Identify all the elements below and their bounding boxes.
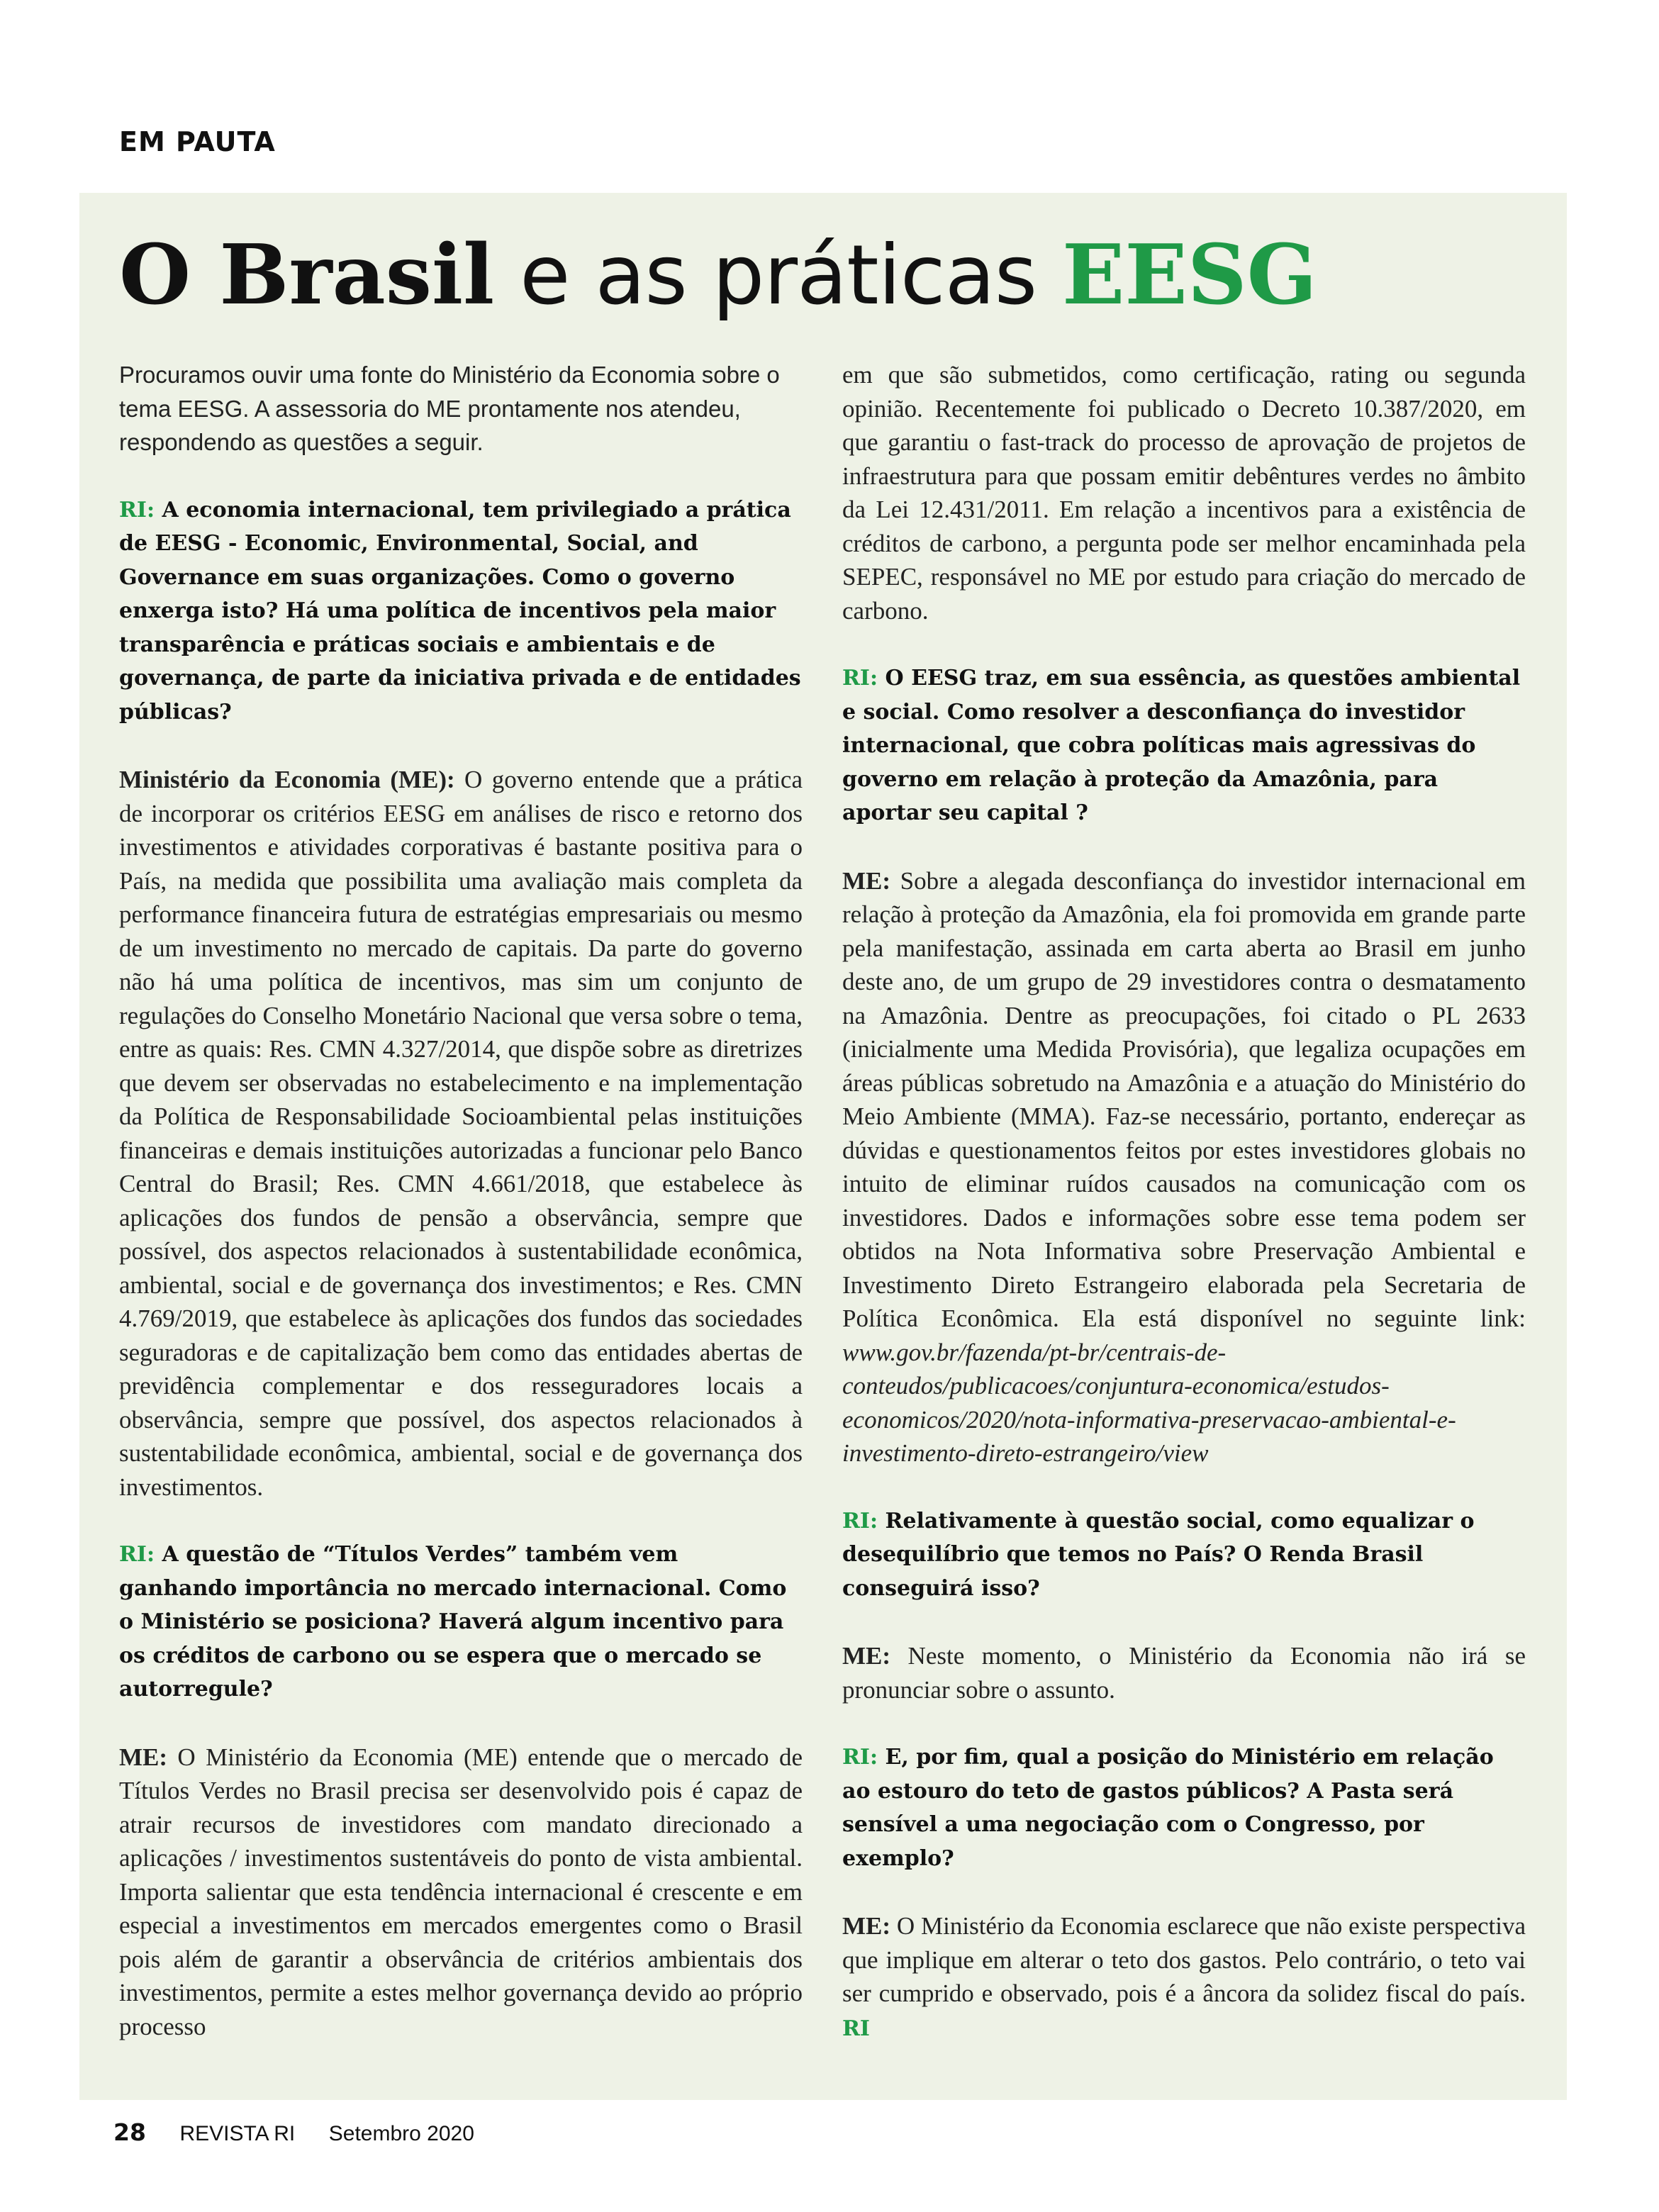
question-2 <box>119 1538 803 1707</box>
answer-2-continuation: em que são submetidos, como certificação, rating ou segunda opinião. Recentemente foi publicado o Decreto 10.387/2020, em que garantiu o fast-track do processo de aprovação de projetos de infraestrutura para que possam emitir debêntures verdes no âmbito da Lei 12.431/2011. Em relação a incentivos para a existência de créditos de carbono, a pergunta pode ser melhor encaminhada pela SEPEC, responsável no ME por estudo para criação do mercado de carbono. <box>842 361 1526 625</box>
answer-1 <box>119 763 803 1504</box>
question-tag: RI: <box>119 1542 155 1567</box>
article-title <box>119 225 1317 326</box>
document-link[interactable]: www.gov.br/fazenda/pt-br/centrais-de-conteudos/publicacoes/conjuntura-economica/estudos-economicos/2020/nota-informativa-preservacao-ambiental-e-investimento-direto-estrangeiro/view <box>842 1338 1456 1467</box>
issue-date: Setembro 2020 <box>328 2122 474 2145</box>
question-text: Relativamente à questão social, como equalizar o desequilíbrio que temos no País? O Renda Brasil conseguirá isso? <box>842 1508 1475 1601</box>
question-text: O EESG traz, em sua essência, as questões ambiental e social. Como resolver a desconfiança do investidor internacional, que cobra políticas mais agressivas do governo em relação à proteção da Amazônia, para aportar seu capital ? <box>842 666 1521 825</box>
answer-text: O governo entende que a prática de incorporar os critérios EESG em análises de risco e retorno dos investimentos e atividades corporativas é bastante positiva para o País, na medida que possibilita uma avaliação mais completa da performance financeira futura de estratégias empresariais ou mesmo de um investimento no mercado de capitais. Da parte do governo não há uma política de incentivos, mas sim um conjunto de regulações do Conselho Monetário Nacional que versa sobre o tema, entre as quais: Res. CMN 4.327/2014, que dispõe sobre as diretrizes que devem ser observadas no estabelecimento e na implementação da Política de Responsabilidade Socioambiental pelas instituições financeiras e demais instituições autorizadas a funcionar pelo Banco Central do Brasil; Res. CMN 4.661/2018, que estabelece às aplicações dos fundos de pensão a observância, sempre que possível, dos aspectos relacionados à sustentabilidade econômica, ambiental, social e de governança dos investimentos; e Res. CMN 4.769/2019, que estabelece às aplicações dos fundos das sociedades seguradoras e de capitalização bem como das entidades abertas de previdência complementar e dos resseguradores locais a observância, sempre que possível, dos aspectos relacionados à sustentabilidade econômica, ambiental, social e de governança dos investimentos. <box>119 766 803 1501</box>
answer-speaker: ME: <box>842 866 891 895</box>
intro-paragraph: Procuramos ouvir uma fonte do Ministério da Economia sobre o tema EESG. A assessoria do ME prontamente nos atendeu, respondendo as questões a seguir. <box>119 362 780 455</box>
magazine-name: REVISTA RI <box>179 2122 296 2145</box>
question-text: A economia internacional, tem privilegiado a prática de EESG - Economic, Environmental, Social, and Governance em suas organizações. Como o governo enxerga isto? Há uma política de incentivos pela maior transparência e práticas sociais e ambientais e de governança, de parte da iniciativa privada e de entidades públicas? <box>119 497 801 725</box>
left-column <box>119 358 803 2077</box>
answer-speaker: ME: <box>842 1912 891 1940</box>
answer-text: Sobre a alegada desconfiança do investidor internacional em relação à proteção da Amazônia, ela foi promovida em grande parte pela manifestação, assinada em carta aberta ao Brasil em junho deste ano, de um grupo de 29 investidores contra o desmatamento na Amazônia. Dentre as preocupações, foi citado o PL 2633 (inicialmente uma Medida Provisória), que legaliza ocupações em áreas públicas sobretudo na Amazônia e a atuação do Ministério do Meio Ambiente (MMA). Faz-se necessário, portanto, endereçar as dúvidas e questionamentos feitos por estes investidores globais no intuito de eliminar ruídos causados na comunicação com os investidores. Dados e informações sobre esse tema podem ser obtidos na Nota Informativa sobre Preservação Ambiental e Investimento Direto Estrangeiro elaborada pela Secretaria de Política Econômica. Ela está disponível no seguinte link: <box>842 866 1526 1332</box>
title-part-1: O Brasil <box>119 227 495 323</box>
answer-speaker: Ministério da Economia (ME): <box>119 766 455 793</box>
title-part-3: EESG <box>1062 227 1317 323</box>
question-tag: RI: <box>119 497 155 523</box>
answer-speaker: ME: <box>119 1743 168 1771</box>
title-part-2: e as práticas <box>494 228 1062 323</box>
answer-2 <box>119 1741 803 2044</box>
page-footer <box>113 2118 474 2146</box>
page-number: 28 <box>113 2118 146 2146</box>
section-label: EM PAUTA <box>119 126 276 157</box>
question-text: A questão de “Títulos Verdes” também vem ganhando importância no mercado internacional. Como o Ministério se posiciona? Haverá algum incentivo para os créditos de carbono ou se espera que o mercado se autorregule? <box>119 1542 787 1702</box>
question-4 <box>842 1504 1526 1606</box>
question-tag: RI: <box>842 1508 878 1534</box>
question-tag: RI: <box>842 1745 878 1770</box>
question-5 <box>842 1741 1526 1875</box>
answer-5 <box>842 1909 1526 2045</box>
question-text: E, por fim, qual a posição do Ministério em relação ao estouro do teto de gastos públicos? A Pasta será sensível a uma negociação com o Congresso, por exemplo? <box>842 1745 1494 1871</box>
answer-4 <box>842 1639 1526 1707</box>
question-1 <box>119 493 803 730</box>
answer-text: O Ministério da Economia esclarece que não existe perspectiva que implique em alterar o teto dos gastos. Pelo contrário, o teto vai ser cumprido e observado, pois é a âncora da solidez fiscal do país. <box>842 1912 1526 2007</box>
question-3 <box>842 661 1526 830</box>
answer-speaker: ME: <box>842 1642 891 1670</box>
answer-text: O Ministério da Economia (ME) entende que o mercado de Títulos Verdes no Brasil precisa ser desenvolvido pois é capaz de atrair recursos de investidores com mandato direcionado a aplicações / investimentos sustentáveis do ponto de vista ambiental. Importa salientar que esta tendência internacional é crescente e em especial a investimentos em mercados emergentes como o Brasil pois além de garantir a observância de critérios ambientais dos investimentos, permite a estes melhor governança devido ao próprio processo <box>119 1743 803 2040</box>
answer-3 <box>842 864 1526 1470</box>
right-column <box>842 358 1526 2079</box>
end-mark: RI <box>842 2016 870 2041</box>
answer-text: Neste momento, o Ministério da Economia não irá se pronunciar sobre o assunto. <box>842 1642 1526 1704</box>
question-tag: RI: <box>842 666 878 691</box>
